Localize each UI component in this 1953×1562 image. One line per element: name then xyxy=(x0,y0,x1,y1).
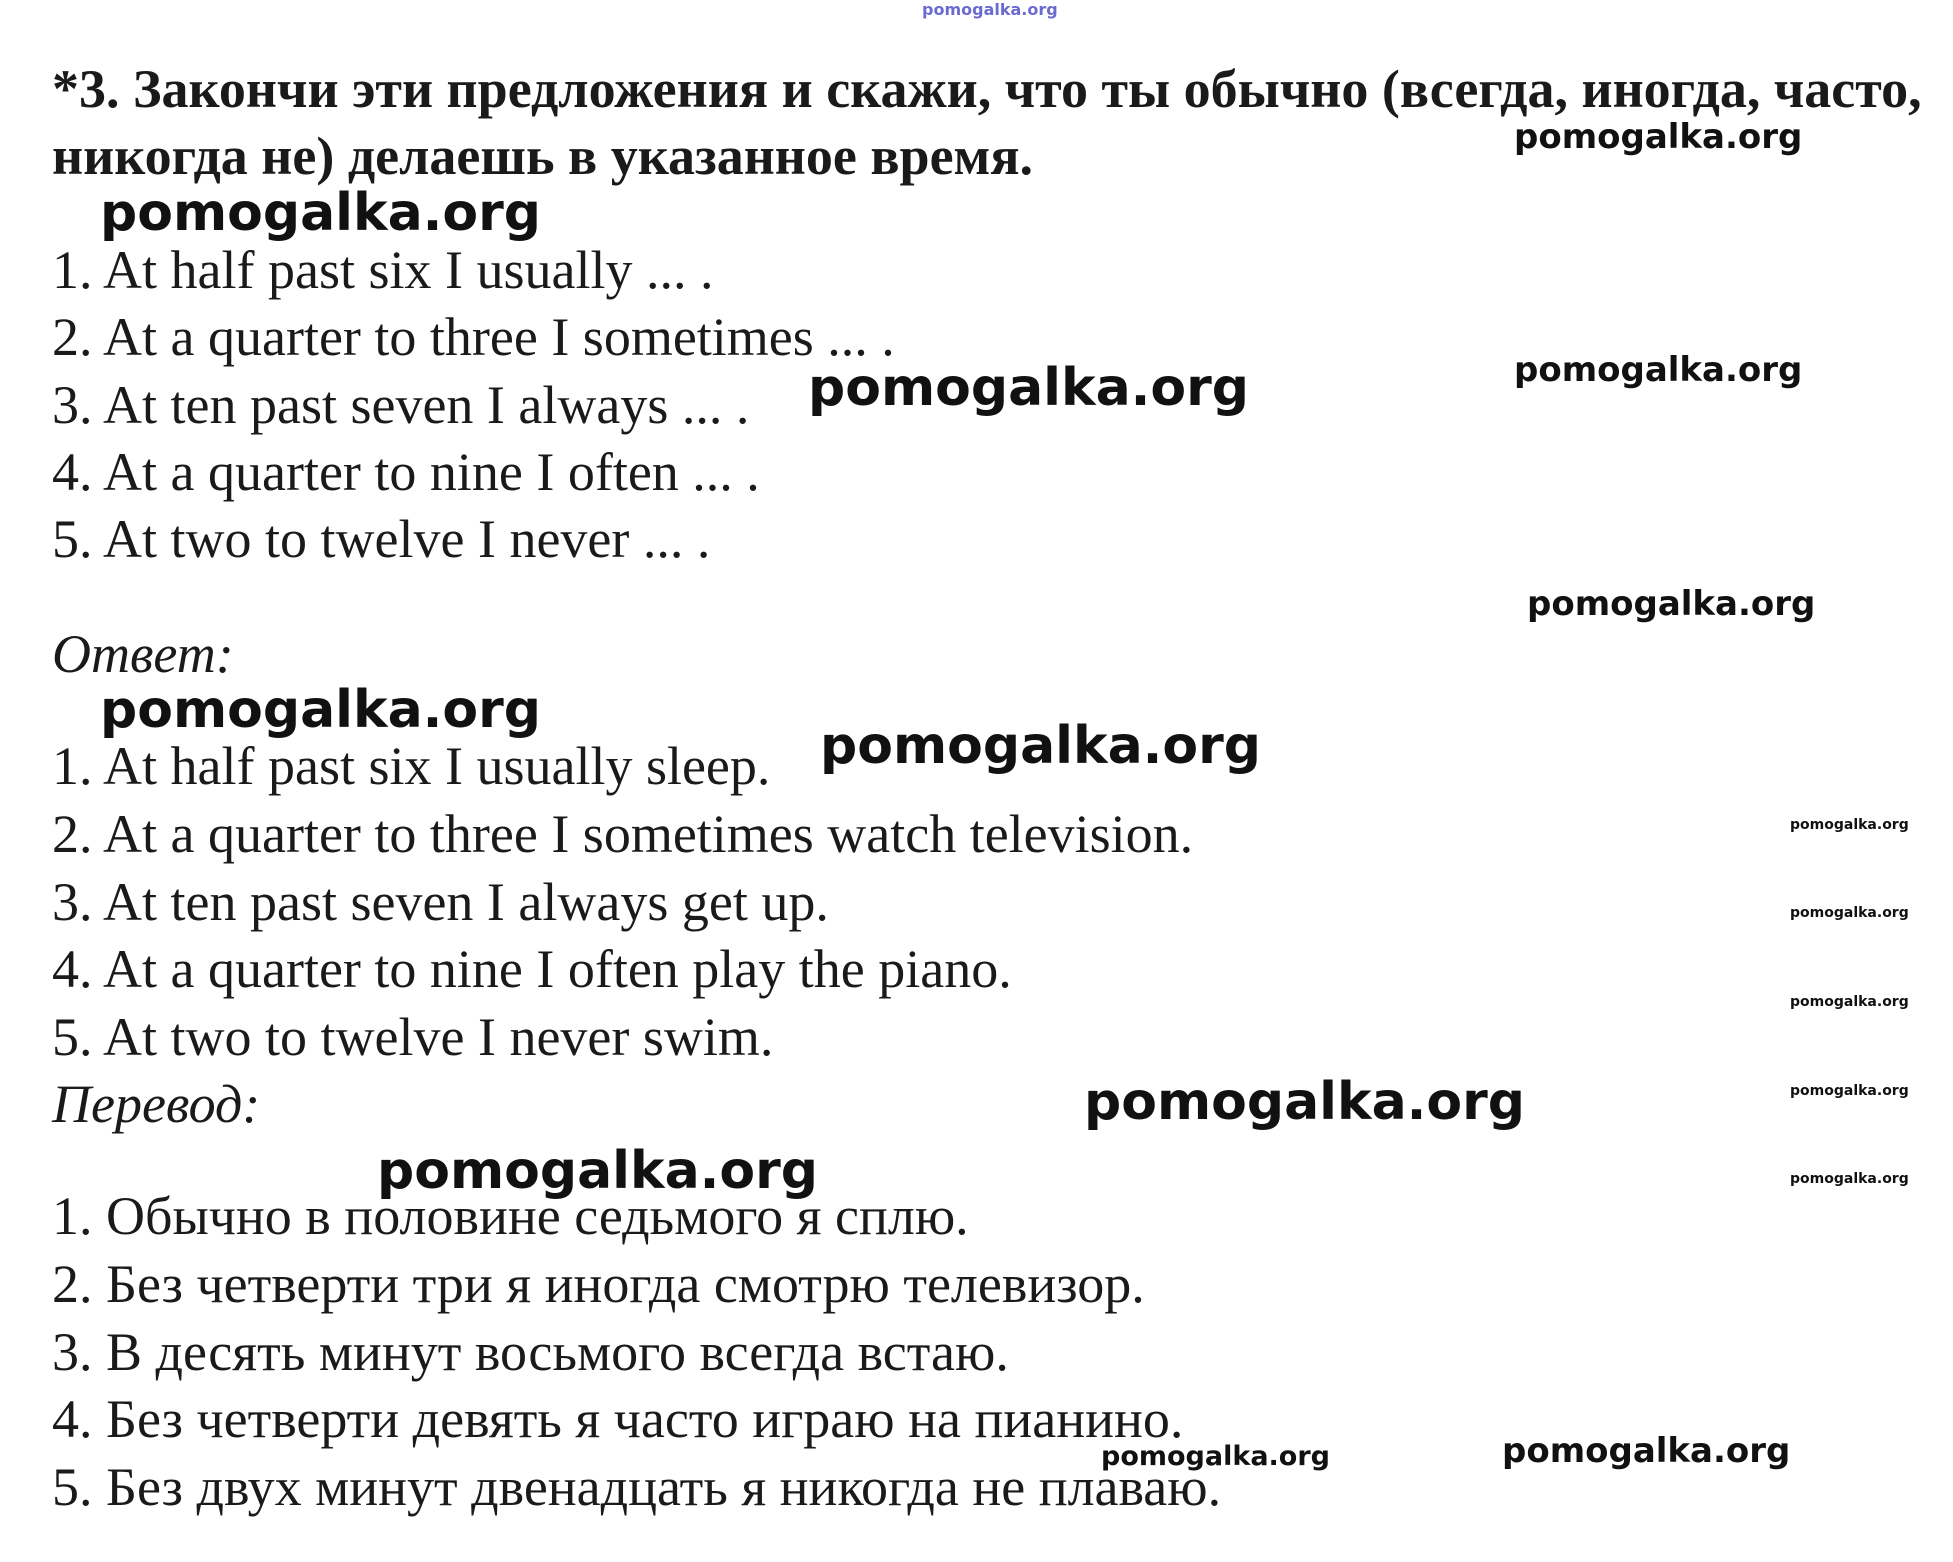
task-title: *3. Закончи эти предложения и скажи, что ты обычно (всегда, иногда, часто, никогда не) делаешь в указанное время. xyxy=(52,59,1922,186)
watermark: pomogalka.org xyxy=(808,358,1250,418)
answer-item: 2. At a quarter to three I sometimes watch television. xyxy=(52,804,1194,864)
watermark: pomogalka.org xyxy=(1514,350,1803,390)
translation-item: 5. Без двух минут двенадцать я никогда не плаваю. xyxy=(52,1457,1222,1517)
watermark: pomogalka.org xyxy=(820,716,1262,776)
exercise-item: 1. At half past six I usually ... . xyxy=(52,240,714,300)
watermark: pomogalka.org xyxy=(922,0,1058,19)
exercise-item: 5. At two to twelve I never ... . xyxy=(52,509,711,569)
exercise-item: 4. At a quarter to nine I often ... . xyxy=(52,442,760,502)
watermark: pomogalka.org xyxy=(1514,117,1803,157)
translation-item: 4. Без четверти девять я часто играю на пианино. xyxy=(52,1389,1184,1449)
watermark: pomogalka.org xyxy=(1101,1441,1330,1472)
watermark: pomogalka.org xyxy=(1084,1072,1526,1132)
watermark: pomogalka.org xyxy=(1790,1171,1909,1187)
watermark: pomogalka.org xyxy=(100,183,542,243)
translation-item: 1. Обычно в половине седьмого я сплю. xyxy=(52,1186,969,1246)
watermark: pomogalka.org xyxy=(377,1141,819,1201)
watermark: pomogalka.org xyxy=(100,680,542,740)
answer-item: 5. At two to twelve I never swim. xyxy=(52,1007,774,1067)
exercise-item: 3. At ten past seven I always ... . xyxy=(52,375,750,435)
watermark: pomogalka.org xyxy=(1790,905,1909,921)
answer-label: Ответ: xyxy=(52,624,234,684)
answer-item: 1. At half past six I usually sleep. xyxy=(52,736,771,796)
watermark: pomogalka.org xyxy=(1502,1431,1791,1471)
watermark: pomogalka.org xyxy=(1527,584,1816,624)
translation-item: 3. В десять минут восьмого всегда встаю. xyxy=(52,1322,1009,1382)
watermark: pomogalka.org xyxy=(1790,994,1909,1010)
answer-item: 4. At a quarter to nine I often play the piano. xyxy=(52,939,1012,999)
translation-item: 2. Без четверти три я иногда смотрю телевизор. xyxy=(52,1254,1145,1314)
translation-label: Перевод: xyxy=(52,1074,261,1134)
watermark: pomogalka.org xyxy=(1790,817,1909,833)
watermark: pomogalka.org xyxy=(1790,1083,1909,1099)
exercise-item: 2. At a quarter to three I sometimes ... . xyxy=(52,307,895,367)
answer-item: 3. At ten past seven I always get up. xyxy=(52,872,829,932)
